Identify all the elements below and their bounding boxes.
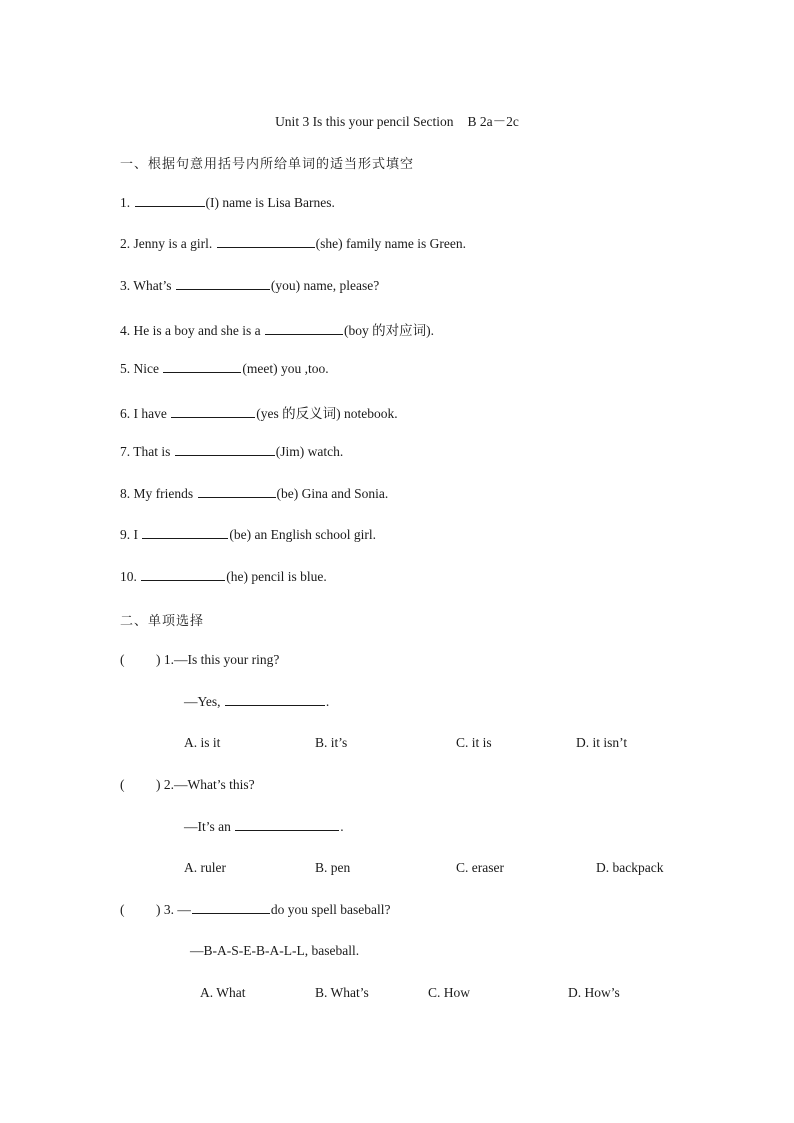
- answer-blank[interactable]: [171, 406, 255, 418]
- mcq-1-stem: ( ) 1.—Is this your ring?: [120, 652, 280, 667]
- mcq-3-stem: ( ) 3. — do you spell baseball?: [120, 902, 391, 917]
- answer-blank[interactable]: [135, 195, 205, 207]
- mcq-2-stem: ( ) 2.—What’s this?: [120, 777, 255, 792]
- answer-paren[interactable]: (: [120, 902, 125, 917]
- question-6: 6. I have (yes 的反义词) notebook.: [120, 406, 398, 421]
- mcq-1-option-c[interactable]: C. it is: [456, 735, 492, 750]
- mcq-3-option-b[interactable]: B. What’s: [315, 985, 369, 1000]
- question-5: 5. Nice (meet) you ,too.: [120, 361, 329, 376]
- mcq-2-answer: —It’s an .: [184, 819, 344, 834]
- mcq-3-option-c[interactable]: C. How: [428, 985, 471, 1000]
- mcq-3-option-a[interactable]: A. What: [200, 985, 246, 1000]
- answer-blank[interactable]: [217, 236, 315, 248]
- answer-blank[interactable]: [235, 819, 339, 831]
- section1-heading: 一、根据句意用括号内所给单词的适当形式填空: [120, 156, 415, 171]
- mcq-1-answer: —Yes, .: [184, 694, 330, 709]
- answer-blank[interactable]: [175, 444, 275, 456]
- answer-blank[interactable]: [192, 902, 270, 914]
- mcq-1-option-d[interactable]: D. it isn’t: [576, 735, 628, 750]
- question-8: 8. My friends (be) Gina and Sonia.: [120, 486, 389, 501]
- answer-blank[interactable]: [198, 486, 276, 498]
- mcq-1-option-b[interactable]: B. it’s: [315, 735, 348, 750]
- title-section: B 2a－2c: [467, 114, 519, 129]
- section2-heading: 二、单项选择: [120, 613, 205, 628]
- question-1: 1. (I) name is Lisa Barnes.: [120, 195, 335, 210]
- answer-blank[interactable]: [142, 527, 228, 539]
- question-4: 4. He is a boy and she is a (boy 的对应词).: [120, 323, 434, 338]
- mcq-2-option-a[interactable]: A. ruler: [184, 860, 226, 875]
- question-9: 9. I (be) an English school girl.: [120, 527, 376, 542]
- mcq-2-option-c[interactable]: C. eraser: [456, 860, 504, 875]
- answer-paren[interactable]: (: [120, 777, 125, 792]
- mcq-3-option-d[interactable]: D. How’s: [568, 985, 620, 1000]
- answer-blank[interactable]: [265, 323, 343, 335]
- mcq-3-answer: —B-A-S-E-B-A-L-L, baseball.: [190, 943, 360, 958]
- mcq-1-option-a[interactable]: A. is it: [184, 735, 221, 750]
- answer-blank[interactable]: [176, 278, 270, 290]
- question-7: 7. That is (Jim) watch.: [120, 444, 344, 459]
- title-main: Unit 3 Is this your pencil Section: [275, 114, 454, 129]
- answer-blank[interactable]: [163, 361, 241, 373]
- question-3: 3. What’s (you) name, please?: [120, 278, 380, 293]
- question-10: 10. (he) pencil is blue.: [120, 569, 327, 584]
- mcq-2-option-b[interactable]: B. pen: [315, 860, 351, 875]
- question-2: 2. Jenny is a girl. (she) family name is Green.: [120, 236, 466, 251]
- mcq-2-option-d[interactable]: D. backpack: [596, 860, 664, 875]
- page-title: [0, 110, 794, 130]
- answer-paren[interactable]: (: [120, 652, 125, 667]
- answer-blank[interactable]: [225, 694, 325, 706]
- answer-blank[interactable]: [141, 569, 225, 581]
